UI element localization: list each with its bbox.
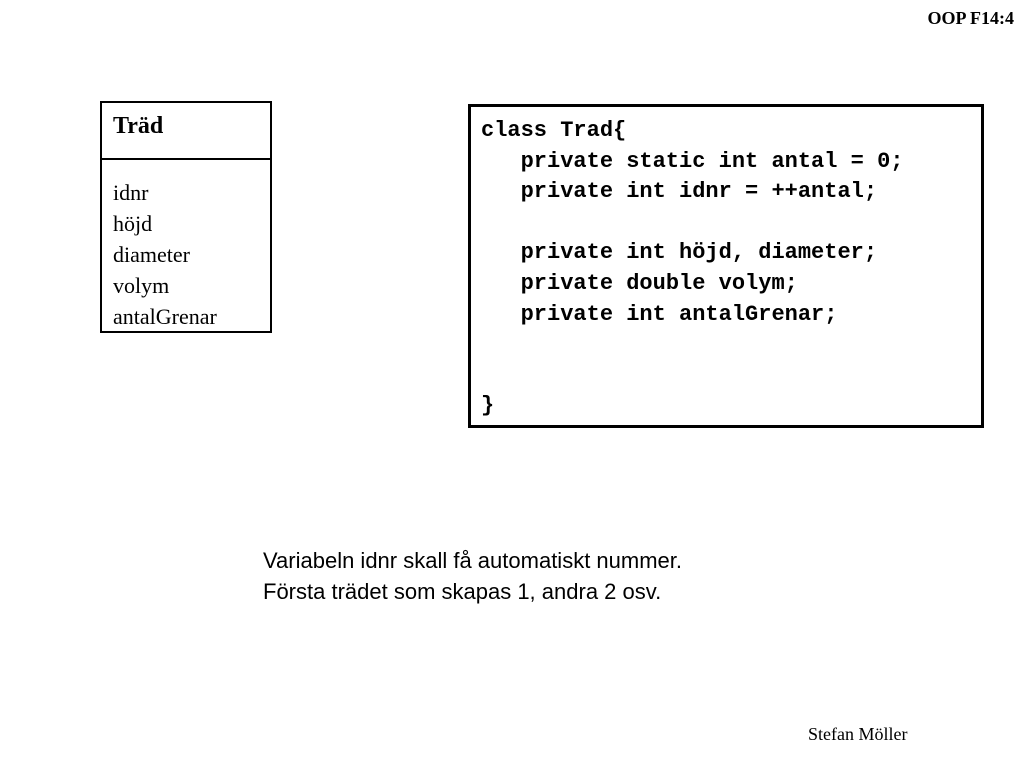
code-line: private int höjd, diameter;	[481, 240, 878, 266]
uml-attribute: antalGrenar	[113, 304, 217, 329]
uml-attribute: diameter	[113, 242, 190, 267]
code-line	[481, 208, 981, 239]
code-line: }	[481, 393, 495, 419]
slide-label: OOP F14:4	[927, 8, 1014, 28]
uml-attribute: volym	[113, 273, 170, 298]
uml-attribute-list	[102, 160, 270, 332]
code-line	[481, 361, 981, 392]
code-line: private double volym;	[481, 270, 798, 296]
code-line: private static int antal = 0;	[481, 148, 904, 174]
uml-attribute: höjd	[113, 211, 153, 236]
explanation-note	[263, 545, 682, 607]
uml-class-name: Träd	[102, 103, 270, 160]
note-line: Första trädet som skapas 1, andra 2 osv.	[263, 579, 662, 604]
code-line: class Trad{	[481, 118, 627, 143]
uml-attribute: idnr	[113, 180, 149, 205]
code-line: private int antalGrenar;	[481, 301, 838, 327]
author-footer: Stefan Möller	[808, 724, 908, 744]
uml-class-diagram	[100, 101, 272, 333]
note-line: Variabeln idnr skall få automatiskt nummer.	[263, 548, 682, 573]
code-block	[468, 104, 984, 428]
code-line: private int idnr = ++antal;	[481, 179, 878, 205]
code-line	[481, 330, 981, 361]
